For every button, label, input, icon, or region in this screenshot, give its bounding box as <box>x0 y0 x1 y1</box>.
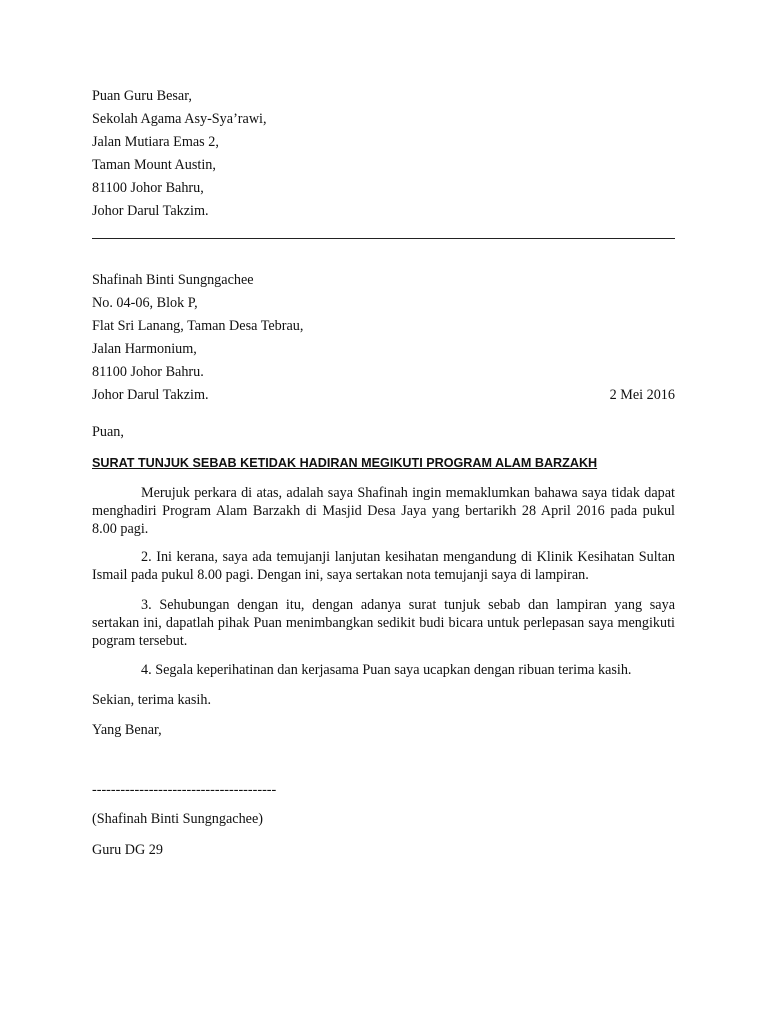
closing-thanks: Sekian, terima kasih. <box>92 692 211 708</box>
sender-line: Flat Sri Lanang, Taman Desa Tebrau, <box>92 318 304 334</box>
sender-line: 81100 Johor Bahru. <box>92 364 204 380</box>
salutation: Puan, <box>92 424 124 440</box>
recipient-line: Taman Mount Austin, <box>92 157 216 173</box>
sender-line: No. 04-06, Blok P, <box>92 295 198 311</box>
body-paragraph-1: Merujuk perkara di atas, adalah saya Shafinah ingin memaklumkan bahawa saya tidak dapat menghadiri Program Alam Barzakh di Masjid Desa Jaya yang bertarikh 28 April 2016 pada pukul 8.00 pagi. <box>92 485 675 538</box>
sender-line: Johor Darul Takzim. <box>92 387 209 403</box>
recipient-line: Jalan Mutiara Emas 2, <box>92 134 219 150</box>
body-paragraph-2: 2. Ini kerana, saya ada temujanji lanjutan kesihatan mengandung di Klinik Kesihatan Sultan Ismail pada pukul 8.00 pagi. Dengan ini, saya sertakan nota temujanji saya di lampiran. <box>92 549 675 584</box>
recipient-line: Johor Darul Takzim. <box>92 203 209 219</box>
body-paragraph-4: 4. Segala keperihatinan dan kerjasama Puan saya ucapkan dengan ribuan terima kasih. <box>141 662 632 678</box>
recipient-line: 81100 Johor Bahru, <box>92 180 204 196</box>
signer-name: (Shafinah Binti Sungngachee) <box>92 811 263 827</box>
sign-off: Yang Benar, <box>92 722 162 738</box>
sender-line: Jalan Harmonium, <box>92 341 197 357</box>
recipient-line: Sekolah Agama Asy-Sya’rawi, <box>92 111 267 127</box>
sender-line: Shafinah Binti Sungngachee <box>92 272 254 288</box>
letter-date: 2 Mei 2016 <box>609 387 675 403</box>
letter-subject: SURAT TUNJUK SEBAB KETIDAK HADIRAN MEGIKUTI PROGRAM ALAM BARZAKH <box>92 456 598 470</box>
body-paragraph-3: 3. Sehubungan dengan itu, dengan adanya surat tunjuk sebab dan lampiran yang saya sertakan ini, dapatlah pihak Puan menimbangkan sedikit budi bicara untuk perlepasan saya mengikuti pogram tersebut. <box>92 597 675 650</box>
recipient-line: Puan Guru Besar, <box>92 88 192 104</box>
separator-rule <box>92 238 675 239</box>
signer-position: Guru DG 29 <box>92 842 163 858</box>
signature-line: --------------------------------------- <box>92 782 277 798</box>
